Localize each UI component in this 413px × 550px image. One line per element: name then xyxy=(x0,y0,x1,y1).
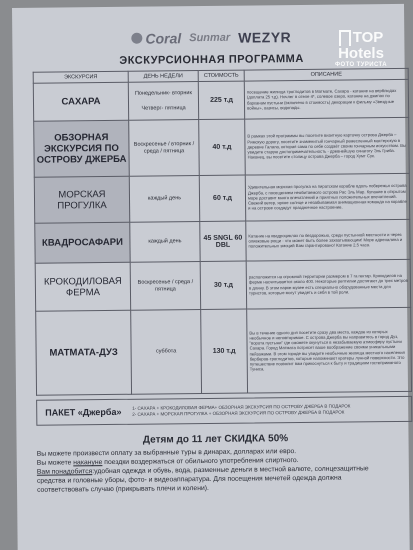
packet-box xyxy=(36,396,412,426)
packet-item: 2- САХАРА + МОРСКАЯ ПРОГУЛКА + ОБЗОРНАЯ ЭКСКУРСИЯ ПО ОСТРОВУ ДЖЕРБА В ПОДАРОК xyxy=(132,409,345,417)
column-header-excursion: ЭКСКУРСИЯ xyxy=(33,71,128,83)
tower-icon xyxy=(339,30,351,46)
column-header-price: СТОИМОСТЬ xyxy=(198,70,244,81)
coral-logo: Coral xyxy=(131,30,181,47)
kids-discount: Детям до 11 лет СКИДКА 50% xyxy=(142,433,289,446)
excursion-description: Удивительная морская прогулка на пиратском корабле вдоль побережья острова Джерба, с посещением необитаемого острова Рас Эль Мар. Купание в открытом море доставит много впечатлений и приятных положительных впечатлений. Свежий ветер, яркое солнце и незабываемая анимационная команда на корабле и на острове создадут праздничное настроение. xyxy=(245,173,409,221)
sunmar-logo: Sunmar xyxy=(189,31,231,45)
table-row xyxy=(35,259,410,311)
alcohol-note: Вы можете накануне поездки воздержаться от обильного употребления спиртного. xyxy=(36,457,299,467)
excursion-price: 45 SNGL 60 DBL xyxy=(200,221,246,261)
excursion-days: каждый день xyxy=(130,222,200,263)
excursion-name: КРОКОДИЛОВАЯ ФЕРМА xyxy=(35,262,130,311)
excursion-day: Понедельник- вторник xyxy=(134,89,192,97)
column-header-day: ДЕНЬ НЕДЕЛИ xyxy=(128,71,198,83)
excursion-name: САХАРА xyxy=(33,82,128,121)
excursion-table xyxy=(33,68,412,396)
excursion-price: 130 т.д xyxy=(201,309,248,393)
footer-notes xyxy=(37,446,395,495)
excursion-price: 40 т.д xyxy=(199,119,246,175)
table-row xyxy=(34,173,409,223)
table-row xyxy=(35,219,410,263)
excursion-name: МАТМАТА-ДУЗ xyxy=(36,310,132,395)
excursion-name: КВАДРОСАФАРИ xyxy=(35,222,130,263)
program-title: ЭКСКУРСИОННАЯ ПРОГРАММА xyxy=(119,52,304,67)
what-to-bring-note: Вам понадобится:удобная одежда и обувь, вода, разменные деньги в местной валюте, солнцезащитные средства и головные уборы, фото- и видеоаппаратура. Для посещения мечетей одежда должна соответствовать случаю (прикрывать плечи и колени). xyxy=(36,465,369,494)
excursion-price: 225 т.д xyxy=(198,81,244,119)
table-row xyxy=(34,117,410,177)
table-row xyxy=(33,79,408,121)
excursion-days xyxy=(128,82,198,121)
payment-note: Вы можете произвести оплату за выбранные туры в динарах, долларах или евро. xyxy=(36,448,297,458)
excursion-description: Катание на квадроциклах по бездорожью, среди пустынной местности и через оливковые рощи - что может быть более захватывающим! Море адреналина и положительных эмоций Вам гарантировано! Катание 2,5 часа. xyxy=(246,219,410,261)
wezyr-logo: WEZYR xyxy=(238,29,292,46)
packet-item: 1- САХАРА + КРОКОДИЛОВАЯ ФЕРМА+ ОБЗОРНАЯ ЭКСКУРСИЯ ПО ОСТРОВУ ДЖЕРБА В ПОДАРОК xyxy=(132,403,351,411)
excursion-description: Вы в течение одного дня посетите сразу два места, каждое из которых необычное и неповторимое. С острова Джерба вы направитесь в город Дуз, "ворота пустыни" где сможете окунуться в незабываемую атмосферу пустыни Сахара. Город Матмата потрясет ваше воображение своими уникальными пейзажами. В этом городе вы увидите необычные жилища местного населения берберов-троглодитов, которые напоминают кратеры лунной поверхности. Это путешествие позволит вам прикоснуться к быту и традициям гостеприимного Туниса. xyxy=(247,307,412,393)
excursion-description: В рамках этой программы вы посетите визитную карточку острова Джерба – Римскую дорогу, посетите знаменитый гончарный ремесленный мастерскую в деревне Галала, которая сама по себе создаёт своим гончарным искусством. Вы увидите старую достопримечательность - древнейшую синагогу Эль Гриба. Наконец, вы посетите столицу острова Джерба – город Хумт Сук. xyxy=(245,117,410,175)
excursion-days: каждый день xyxy=(129,176,199,223)
tophotels-watermark xyxy=(315,30,407,68)
packet-items xyxy=(132,403,350,417)
excursion-days: суббота xyxy=(131,310,202,395)
excursion-name: ОБЗОРНАЯ ЭКСКУРСИЯ ПО ОСТРОВУ ДЖЕРБА xyxy=(34,120,130,177)
watermark-subtitle: ФОТО ТУРИСТА xyxy=(335,62,387,68)
table-row xyxy=(36,307,412,395)
excursion-name: МОРСКАЯ ПРОГУЛКА xyxy=(34,176,129,223)
excursion-description: посещение жилища троглодитов в Матмате, Сахара - катание на верблюдах (доплата 25 т.д). Ночлег в отеле 4*, солевое озеро, катание на джипах по барханам пустыни (включено в стоимость) декорации к фильму «Звездные войны», оазисы, водопады. xyxy=(244,79,408,119)
excursion-sheet xyxy=(12,4,410,550)
watermark-brand: TOP Hotels xyxy=(338,29,384,62)
excursion-days: Воскресенье / вторник / среда / пятница xyxy=(129,120,200,177)
excursion-days: Воскресенье / среда / пятница xyxy=(130,262,200,311)
coral-logo-icon xyxy=(131,33,142,44)
excursion-description: расположится на огромной территории размером в 7 га гектар. Крокодилов на ферме насчитывается около 400. Некоторые рептилии достигают до трех метров в длину. В этом парке-музее есть специально оборудованные места для туристов, которые могут увидеть и себя в той роли. xyxy=(246,259,410,309)
excursion-price: 60 т.д xyxy=(199,175,245,221)
column-header-description: ОПИСАНИЕ xyxy=(244,68,408,81)
packet-label: ПАКЕТ «Джерба» xyxy=(45,406,122,418)
excursion-day: Четверг- пятница xyxy=(141,104,186,112)
excursion-price: 30 т.д xyxy=(200,261,247,309)
